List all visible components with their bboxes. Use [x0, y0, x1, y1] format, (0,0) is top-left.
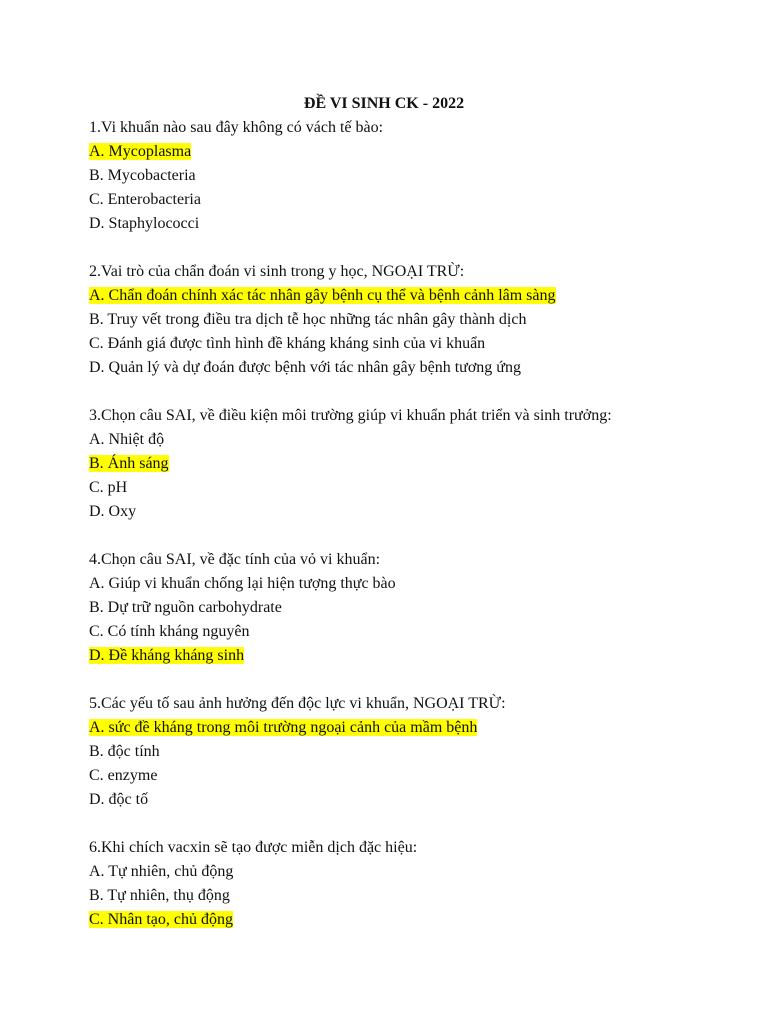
- highlighted-answer: A. Chẩn đoán chính xác tác nhân gây bệnh cụ thể và bệnh cảnh lâm sàng: [89, 287, 556, 304]
- answer-option: [89, 620, 729, 644]
- highlighted-answer: A. sức đề kháng trong môi trường ngoại cảnh của mầm bệnh: [89, 719, 478, 736]
- answer-option: [89, 596, 729, 620]
- answer-text: B. Truy vết trong điều tra dịch tễ học những tác nhân gây thành dịch: [89, 311, 527, 328]
- answer-option: [89, 308, 729, 332]
- answer-text: D. Oxy: [89, 503, 137, 520]
- answer-option: [89, 788, 729, 812]
- answer-option: [89, 356, 729, 380]
- answer-option: [89, 908, 729, 932]
- answer-option: [89, 740, 729, 764]
- answer-text: C. Có tính kháng nguyên: [89, 623, 250, 640]
- answer-text: D. độc tố: [89, 791, 149, 808]
- answer-option: [89, 188, 729, 212]
- answer-option: [89, 764, 729, 788]
- highlighted-answer: B. Ánh sáng: [89, 455, 169, 472]
- question-5: [89, 692, 729, 812]
- question-stem: 6.Khi chích vacxin sẽ tạo được miễn dịch đặc hiệu:: [89, 839, 418, 856]
- question-6: [89, 836, 729, 932]
- answer-text: B. Dự trữ nguồn carbohydrate: [89, 599, 282, 616]
- answer-text: B. độc tính: [89, 743, 160, 760]
- answer-text: B. Mycobacteria: [89, 167, 196, 184]
- answer-text: C. enzyme: [89, 767, 158, 784]
- answer-option: [89, 860, 729, 884]
- answer-text: B. Tự nhiên, thụ động: [89, 887, 230, 904]
- highlighted-answer: A. Mycoplasma: [89, 143, 192, 160]
- answer-option: [89, 476, 729, 500]
- answer-option: [89, 428, 729, 452]
- answer-option: [89, 572, 729, 596]
- answer-text: D. Staphylococci: [89, 215, 200, 232]
- answer-option: [89, 884, 729, 908]
- highlighted-answer: C. Nhân tạo, chủ động: [89, 911, 233, 928]
- answer-option: [89, 332, 729, 356]
- question-stem: 3.Chọn câu SAI, về điều kiện môi trường giúp vi khuẩn phát triển và sinh trưởng:: [89, 407, 612, 424]
- answer-option: [89, 140, 729, 164]
- question-stem: 4.Chọn câu SAI, về đặc tính của vỏ vi khuẩn:: [89, 551, 381, 568]
- question-4: [89, 548, 729, 668]
- answer-text: C. pH: [89, 479, 128, 496]
- question-stem: 5.Các yếu tố sau ảnh hưởng đến độc lực vi khuẩn, NGOẠI TRỪ:: [89, 695, 506, 712]
- question-stem: 1.Vi khuẩn nào sau đây không có vách tế bào:: [89, 119, 384, 136]
- question-stem: 2.Vai trò của chẩn đoán vi sinh trong y học, NGOẠI TRỪ:: [89, 263, 465, 280]
- document-title: ĐỀ VI SINH CK - 2022: [303, 95, 465, 112]
- answer-text: D. Quản lý và dự đoán được bệnh với tác nhân gây bệnh tương ứng: [89, 359, 521, 376]
- answer-text: C. Enterobacteria: [89, 191, 201, 208]
- question-list: [89, 116, 729, 956]
- answer-option: [89, 716, 729, 740]
- answer-text: A. Nhiệt độ: [89, 431, 165, 448]
- question-3: [89, 404, 729, 524]
- highlighted-answer: D. Đề kháng kháng sinh: [89, 647, 245, 664]
- question-1: [89, 116, 729, 236]
- answer-text: A. Giúp vi khuẩn chống lại hiện tượng thực bào: [89, 575, 396, 592]
- answer-option: [89, 500, 729, 524]
- answer-option: [89, 452, 729, 476]
- answer-option: [89, 212, 729, 236]
- question-2: [89, 260, 729, 380]
- answer-text: C. Đánh giá được tình hình đề kháng kháng sinh của vi khuẩn: [89, 335, 486, 352]
- answer-option: [89, 644, 729, 668]
- answer-option: [89, 284, 729, 308]
- answer-option: [89, 164, 729, 188]
- answer-text: A. Tự nhiên, chủ động: [89, 863, 234, 880]
